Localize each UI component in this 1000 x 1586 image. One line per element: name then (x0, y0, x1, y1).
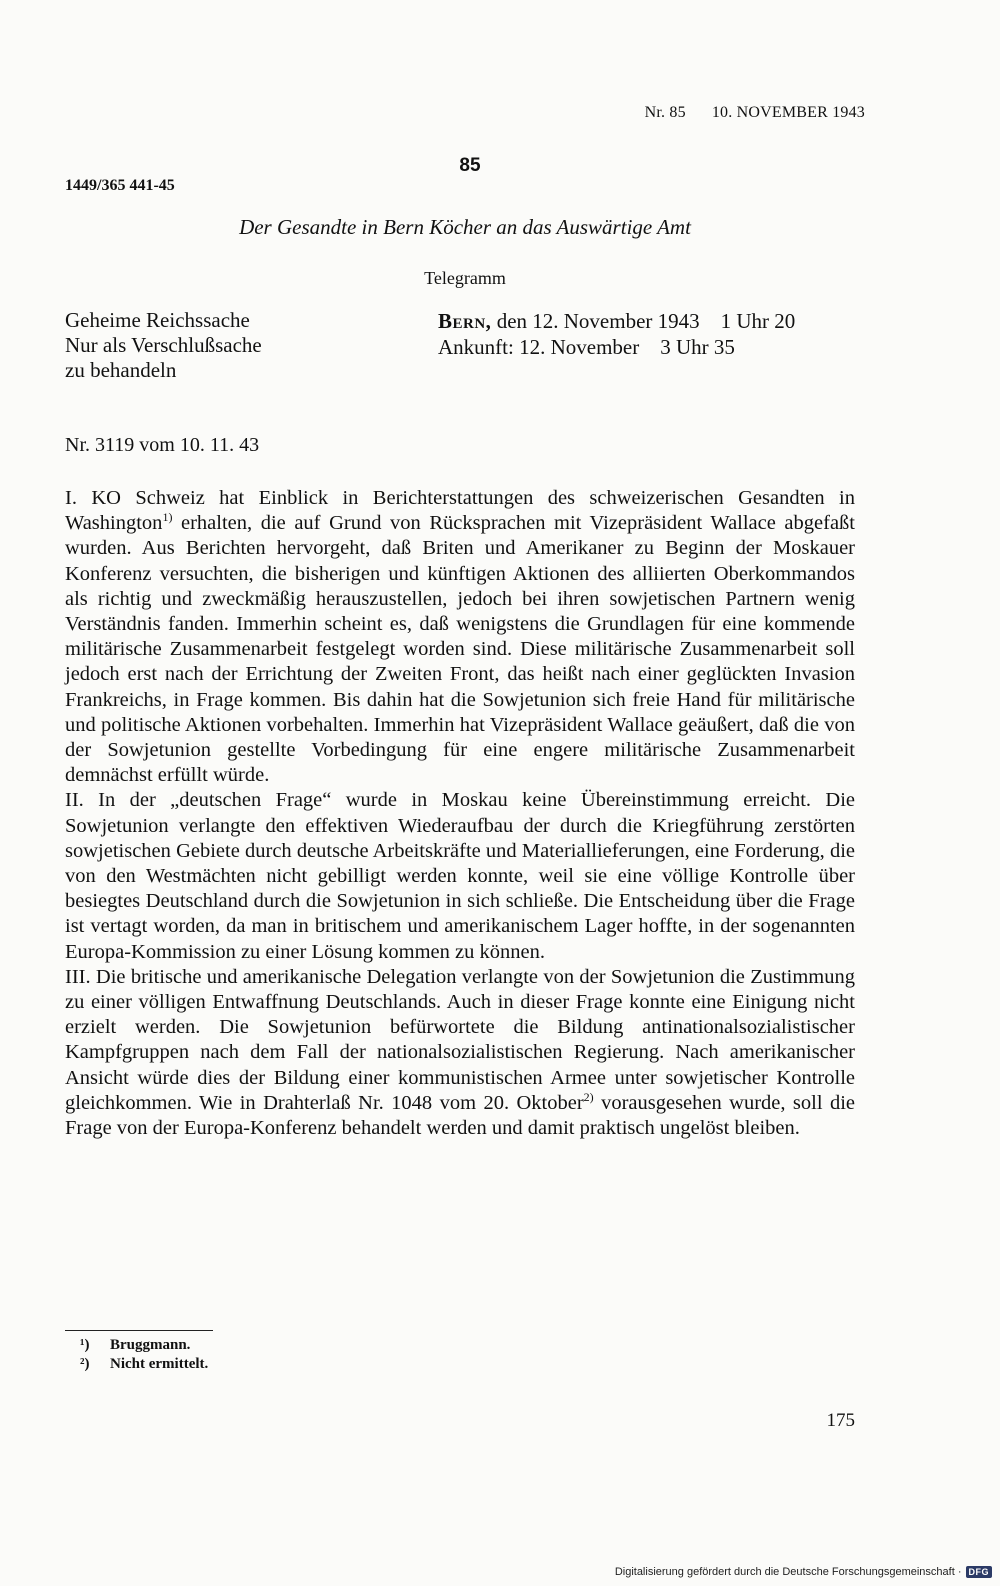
dispatch-block (438, 308, 795, 360)
footnote-mark: ¹) (80, 1337, 90, 1353)
dfg-logo-icon: DFG (966, 1566, 993, 1578)
document-number: 85 (459, 155, 481, 176)
page-number: 175 (826, 1410, 855, 1431)
footnote-2 (80, 1355, 208, 1374)
dispatch-sent-line (438, 308, 795, 334)
footnote-ref-1: 1) (162, 510, 173, 525)
document-title: Der Gesandte in Bern Köcher an das Auswärtige Amt (239, 215, 691, 239)
dispatch-arrival: Ankunft: 12. November 3 Uhr 35 (438, 335, 735, 359)
dispatch-sent: den 12. November 1943 1 Uhr 20 (496, 309, 796, 333)
classification-block (65, 308, 262, 383)
running-head-doc-ref: Nr. 85 (644, 104, 686, 121)
file-reference: 1449/365 441-45 (65, 177, 175, 194)
classification-line: Nur als Verschlußsache (65, 333, 262, 357)
footnote-text: Bruggmann. (110, 1337, 191, 1353)
footnote-ref-2: 2) (583, 1090, 594, 1105)
digitization-credit (615, 1566, 992, 1578)
document-type: Telegramm (424, 268, 506, 288)
running-head-date: 10. NOVEMBER 1943 (711, 104, 865, 121)
paragraph-3 (65, 965, 855, 1141)
paragraph-1 (65, 486, 855, 788)
footnote-text: Nicht ermittelt. (110, 1356, 209, 1372)
dispatch-place: Bern, (438, 309, 492, 333)
classification-line: zu behandeln (65, 358, 177, 382)
footnote-1 (80, 1336, 208, 1355)
telegram-body (65, 486, 855, 1141)
paragraph-3-rest: vorausgesehen wurde, soll die Frage von der Europa-Konferenz behandelt werden und damit praktisch ungelöst bleiben. (65, 1091, 855, 1140)
paragraph-1-start: I. KO Schweiz hat Einblick in Berichterstattungen des schweizerischen Gesandten in Washington (65, 487, 855, 535)
classification-line: Geheime Reichssache (65, 308, 250, 332)
footnotes (80, 1336, 208, 1374)
paragraph-3-start: III. Die britische und amerikanische Delegation verlangte von der Sowjetunion die Zustimmung zu einer völligen Entwaffnung Deutschlands. Auch in dieser Frage konnte eine Einigung nicht erzielt werden. Die Sowjetunion befürwortete die Bildung antinationalsozialistischer Kampfgruppen nach dem Fall der nationalsozialistischen Regierung. Nach amerikanischer Ansicht würde dies der Bildung einer kommunistischen Armee unter sowjetischer Kontrolle gleichkommen. Wie in Drahterlaß Nr. 1048 vom 20. Oktober (65, 965, 855, 1114)
footnote-mark: ²) (80, 1356, 90, 1372)
running-head (645, 104, 865, 122)
telegram-number: Nr. 3119 vom 10. 11. 43 (65, 434, 260, 456)
paragraph-1-rest: erhalten, die auf Grund von Rücksprachen mit Vizepräsident Wallace abgefaßt wurden. Aus Berichten hervorgeht, daß Briten und Amerikaner zu Beginn der Moskauer Konferenz versuchten, die bisherigen und künftigen Aktionen des alliierten Oberkommandos als richtig und zweckmäßig herauszustellen, jedoch bei ihren sowjetischen Partnern wenig Verständnis fanden. Immerhin scheint es, daß wenigstens die Grundlagen für eine kommende militärische Zusammenarbeit festgelegt worden sind. Diese militärische Zusammenarbeit soll jedoch erst nach der Errichtung der Zweiten Front, das heißt nach einer geglückten Invasion Frankreichs, in Frage kommen. Bis dahin hat die Sowjetunion sich freie Hand für militärische und politische Aktionen vorbehalten. Immerhin hat Vizepräsident Wallace geäußert, daß die von der Sowjetunion gestellte Vorbedingung für eine engere militärische Zusammenarbeit demnächst erfüllt würde. (65, 512, 855, 787)
credit-text: Digitalisierung gefördert durch die Deutsche Forschungsgemeinschaft · (614, 1566, 962, 1578)
paragraph-2: II. In der „deutschen Frage“ wurde in Moskau keine Übereinstimmung erreicht. Die Sowjetunion verlangte den effektiven Wiederaufbau der durch die Kriegführung zerstörten sowjetischen Gebiete durch deutsche Arbeitskräfte und Materiallieferungen, eine Forderung, die von den Westmächten nicht gebilligt werden konnte, weil sie eine völlige Kontrolle über besiegtes Deutschland durch die Sowjetunion in sich schließe. Die Entscheidung über die Frage ist vertagt worden, da man in britischem und amerikanischem Lager hoffte, in der sogenannten Europa-Kommission zu einer Lösung kommen zu können. (65, 789, 855, 963)
footnote-divider (65, 1330, 213, 1331)
